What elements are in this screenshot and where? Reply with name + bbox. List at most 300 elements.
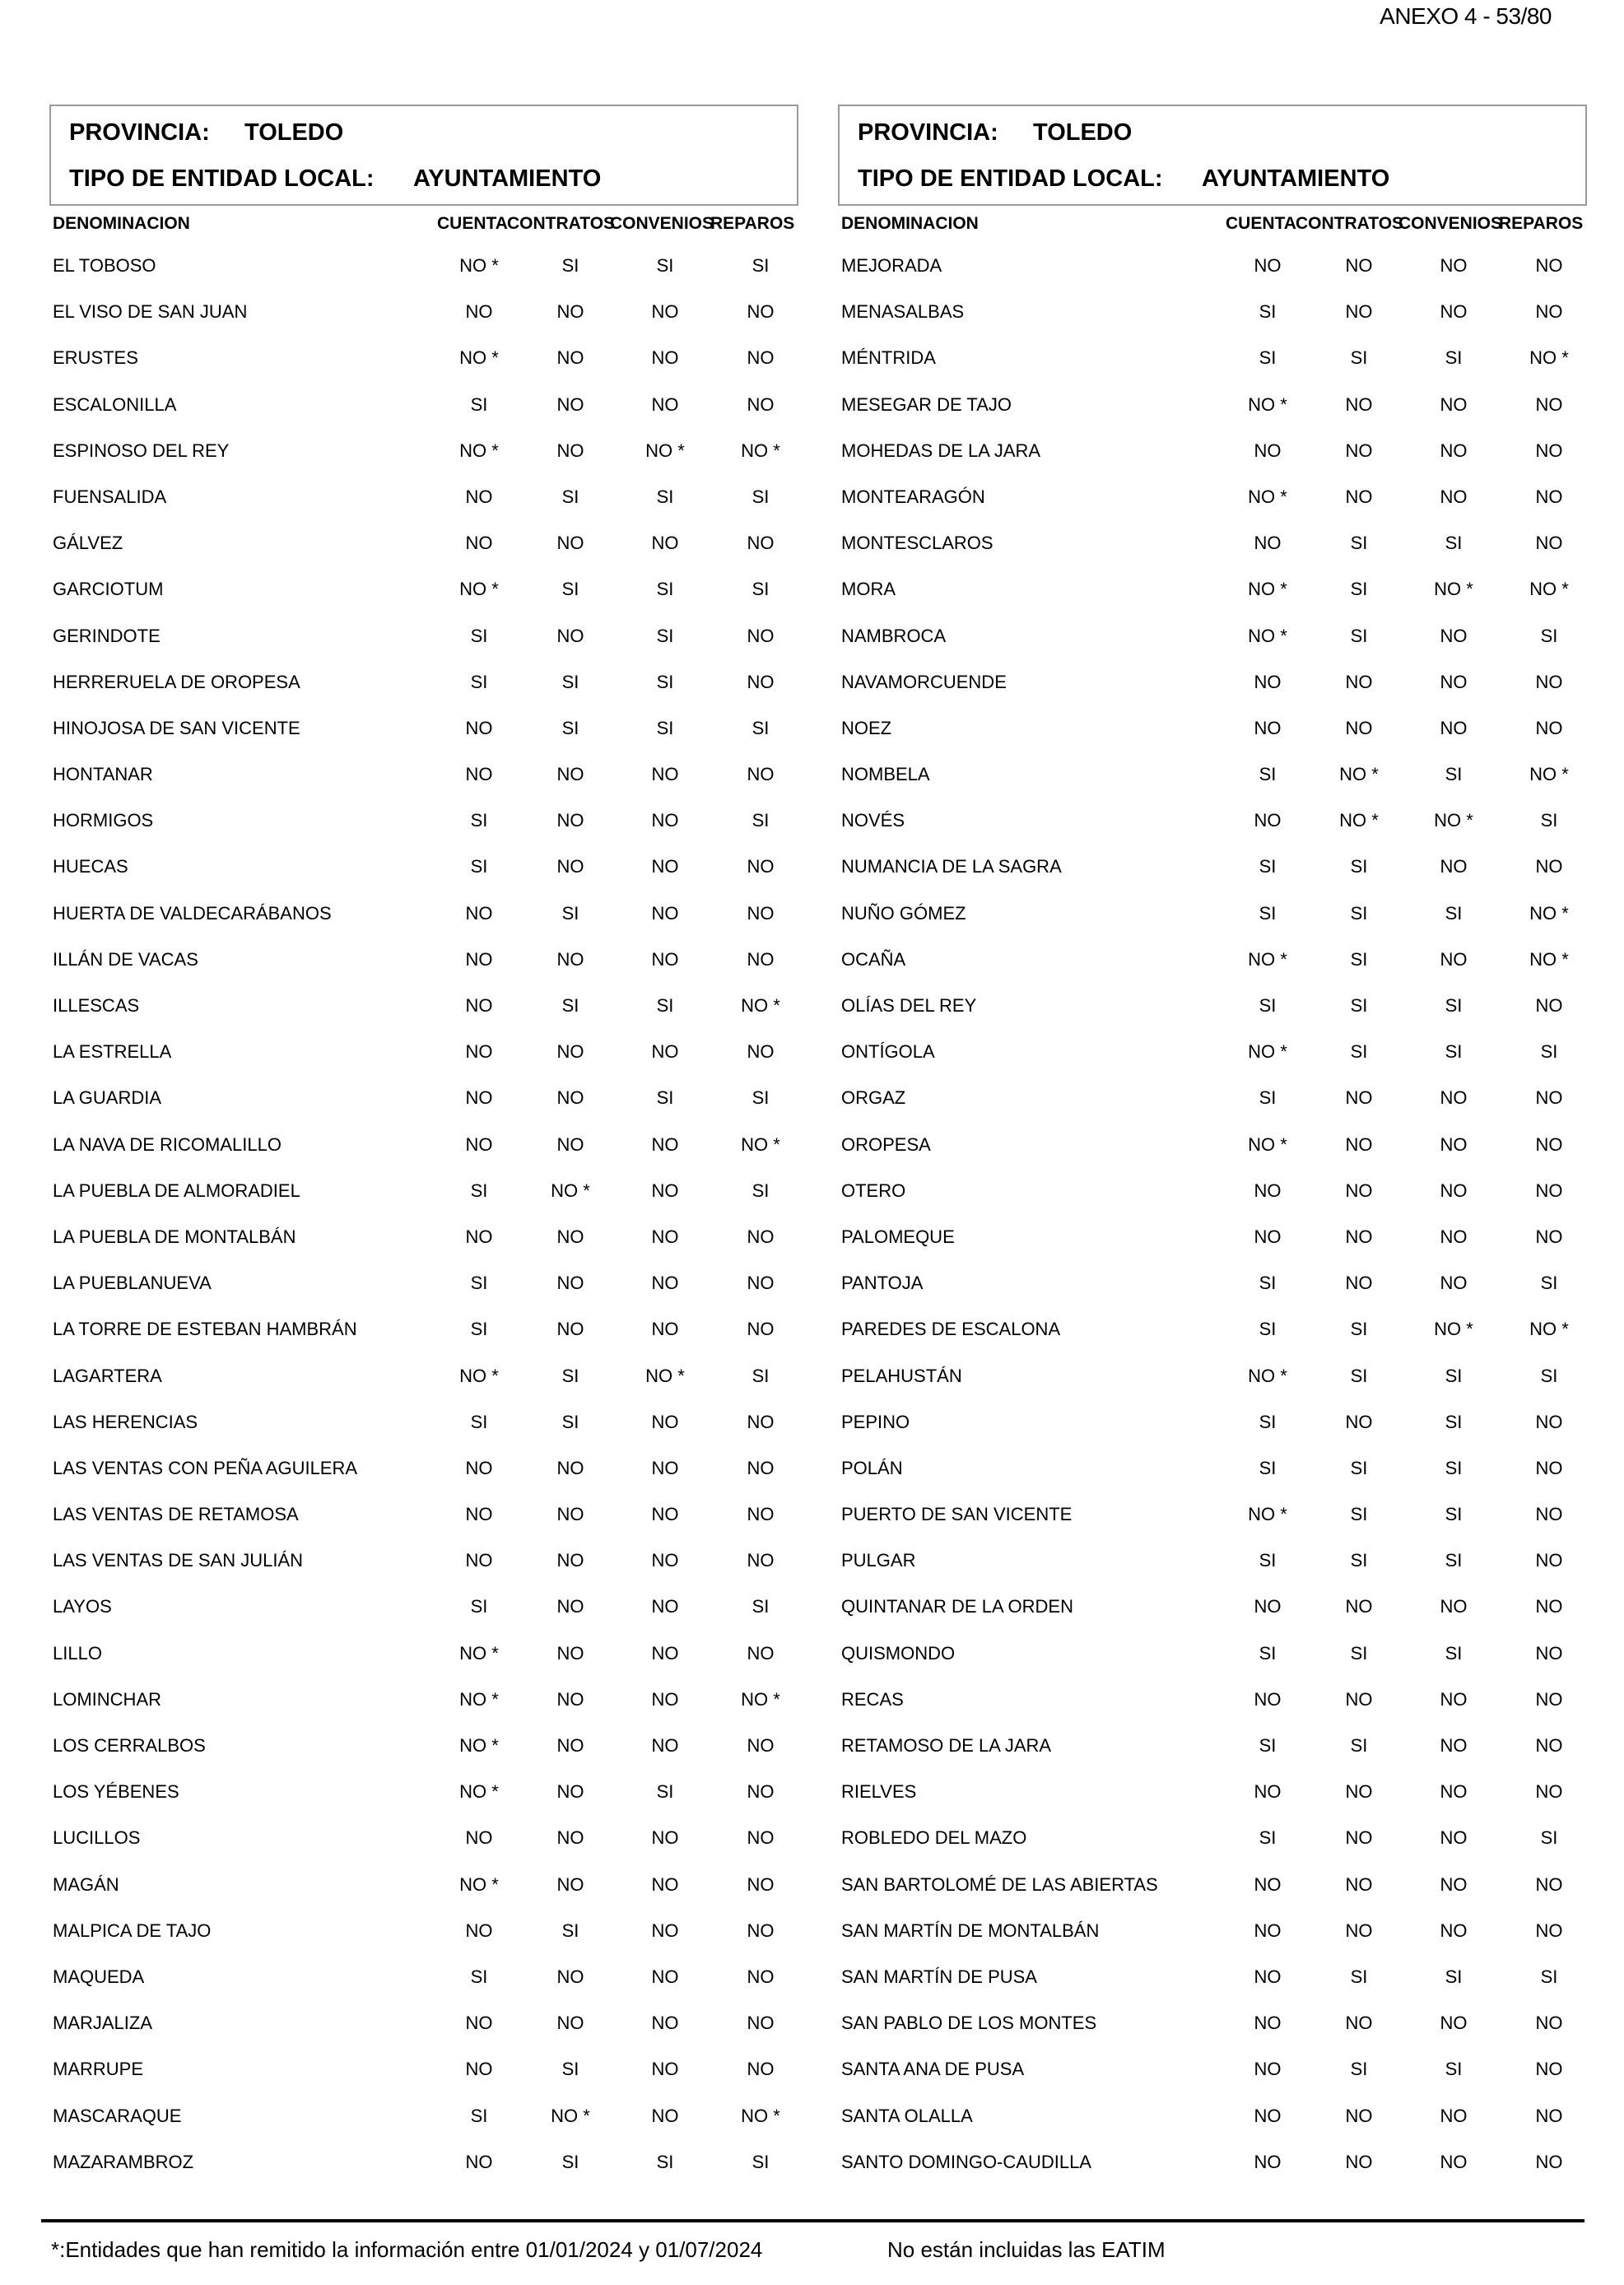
convenios-value: NO [1440, 856, 1468, 877]
reparos-value: NO [1535, 1781, 1563, 1803]
reparos-value: SI [1540, 1365, 1558, 1386]
entity-name: HERRERUELA DE OROPESA [53, 671, 300, 692]
contratos-value: NO [556, 1688, 584, 1710]
header-cuenta: CUENTA [437, 214, 508, 233]
cuenta-value: NO [1254, 255, 1282, 276]
entity-name: LAS HERENCIAS [53, 1411, 198, 1432]
convenios-value: NO [651, 1041, 679, 1063]
reparos-value: NO * [741, 440, 780, 461]
table-body [49, 243, 798, 2185]
table-row [49, 1769, 798, 1815]
convenios-value: NO [651, 2059, 679, 2080]
entity-name: LAS VENTAS DE RETAMOSA [53, 1504, 299, 1525]
table-row [838, 520, 1587, 566]
contratos-value: NO [1345, 1781, 1373, 1803]
table-row [838, 1445, 1587, 1492]
convenios-value: NO * [1434, 579, 1473, 600]
table-row [49, 983, 798, 1029]
contratos-value: NO [1345, 1688, 1373, 1710]
reparos-value: NO [1535, 2105, 1563, 2126]
convenios-value: NO [651, 1319, 679, 1340]
reparos-value: NO [747, 1550, 775, 1571]
reparos-value: SI [752, 1087, 770, 1109]
contratos-value: NO [556, 1966, 584, 1987]
convenios-value: NO [651, 1550, 679, 1571]
convenios-value: NO [1440, 1273, 1468, 1294]
table-row [49, 752, 798, 798]
entity-name: HINOJOSA DE SAN VICENTE [53, 717, 300, 738]
cuenta-value: NO * [459, 1781, 499, 1803]
cuenta-value: SI [1259, 1827, 1277, 1849]
cuenta-value: SI [470, 856, 488, 877]
contratos-value: NO [1345, 1411, 1373, 1432]
entity-name: PUERTO DE SAN VICENTE [841, 1504, 1073, 1525]
entity-name: OTERO [841, 1180, 906, 1201]
table-row [838, 891, 1587, 937]
contratos-value: NO [1345, 393, 1373, 415]
convenios-value: NO [1440, 1920, 1468, 1941]
entity-name: LOS CERRALBOS [53, 1735, 206, 1756]
reparos-value: SI [1540, 1827, 1558, 1849]
table-row [49, 566, 798, 612]
entity-name: LA PUEBLA DE MONTALBÁN [53, 1226, 296, 1247]
convenios-value: NO [651, 2013, 679, 2034]
reparos-value: NO * [1529, 579, 1569, 600]
reparos-value: NO [747, 856, 775, 877]
contratos-value: NO * [551, 2105, 590, 2126]
reparos-value: NO * [741, 1133, 780, 1155]
table-row [49, 1399, 798, 1445]
contratos-value: NO [1345, 1873, 1373, 1895]
cuenta-value: NO [465, 2151, 493, 2172]
convenios-value: SI [656, 671, 674, 692]
reparos-value: NO * [741, 2105, 780, 2126]
contratos-value: SI [561, 1365, 579, 1386]
contratos-value: NO [556, 393, 584, 415]
convenios-value: NO [1440, 486, 1468, 507]
reparos-value: NO [1535, 1504, 1563, 1525]
convenios-value: NO [1440, 2105, 1468, 2126]
cuenta-value: NO * [1248, 1365, 1287, 1386]
cuenta-value: SI [470, 2105, 488, 2126]
entity-name: NUMANCIA DE LA SAGRA [841, 856, 1062, 877]
convenios-value: NO [651, 1596, 679, 1617]
contratos-value: SI [1350, 856, 1368, 877]
cuenta-value: NO [465, 1827, 493, 1849]
contratos-value: NO [556, 1642, 584, 1664]
table-row [838, 937, 1587, 983]
cuenta-value: NO [1254, 1966, 1282, 1987]
entity-name: LAS VENTAS DE SAN JULIÁN [53, 1550, 304, 1571]
cuenta-value: NO [1254, 1596, 1282, 1617]
convenios-value: NO [1440, 1735, 1468, 1756]
cuenta-value: NO [465, 1087, 493, 1109]
convenios-value: NO [651, 1735, 679, 1756]
cuenta-value: NO [1254, 1920, 1282, 1941]
reparos-value: NO [1535, 1087, 1563, 1109]
entity-name: MONTEARAGÓN [841, 486, 985, 507]
entity-name: SANTO DOMINGO-CAUDILLA [841, 2151, 1091, 2172]
reparos-value: SI [752, 486, 770, 507]
reparos-value: NO [1535, 1735, 1563, 1756]
convenios-value: SI [1445, 1550, 1463, 1571]
cuenta-value: SI [470, 810, 488, 831]
convenios-value: SI [656, 1781, 674, 1803]
provincia-label: PROVINCIA: [858, 119, 998, 146]
reparos-value: NO [1535, 2059, 1563, 2080]
table-body [838, 243, 1587, 2185]
convenios-value: NO [651, 902, 679, 924]
convenios-value: NO [1440, 671, 1468, 692]
cuenta-value: SI [1259, 1273, 1277, 1294]
reparos-value: SI [752, 810, 770, 831]
convenios-value: NO [1440, 1596, 1468, 1617]
table-row [49, 1862, 798, 1908]
contratos-value: NO [556, 1319, 584, 1340]
contratos-value: SI [1350, 2059, 1368, 2080]
contratos-value: SI [561, 671, 579, 692]
cuenta-value: SI [1259, 995, 1277, 1016]
table-row [49, 1260, 798, 1306]
convenios-value: NO [651, 1873, 679, 1895]
cuenta-value: NO [465, 2059, 493, 2080]
convenios-value: SI [1445, 1642, 1463, 1664]
contratos-value: NO * [551, 1180, 590, 1201]
table-row [838, 752, 1587, 798]
table-row [838, 2046, 1587, 2092]
table-row [838, 1815, 1587, 1861]
convenios-value: NO [1440, 440, 1468, 461]
convenios-value: SI [1445, 764, 1463, 785]
reparos-value: NO [1535, 1457, 1563, 1478]
entity-name: SAN BARTOLOMÉ DE LAS ABIERTAS [841, 1873, 1158, 1895]
entity-name: GERINDOTE [53, 625, 161, 646]
table-row [838, 1631, 1587, 1677]
convenios-value: SI [1445, 2059, 1463, 2080]
cuenta-value: SI [1259, 347, 1277, 369]
entity-name: SANTA ANA DE PUSA [841, 2059, 1025, 2080]
cuenta-value: SI [470, 1596, 488, 1617]
table-row [49, 428, 798, 474]
entity-name: MESEGAR DE TAJO [841, 393, 1012, 415]
entity-name: LA PUEBLANUEVA [53, 1273, 212, 1294]
contratos-value: NO [1345, 1920, 1373, 1941]
contratos-value: NO [1345, 2151, 1373, 2172]
header-convenios: CONVENIOS [610, 214, 714, 233]
table-row [49, 1723, 798, 1769]
entity-name: SAN MARTÍN DE MONTALBÁN [841, 1920, 1100, 1941]
footer-note: *:Entidades que han remitido la información entre 01/01/2024 y 01/07/2024 [51, 2237, 763, 2262]
convenios-value: SI [1445, 995, 1463, 1016]
contratos-value: NO [1345, 1273, 1373, 1294]
cuenta-value: NO [465, 764, 493, 785]
table-row [838, 705, 1587, 752]
table-row [838, 2093, 1587, 2139]
convenios-value: NO [1440, 1873, 1468, 1895]
entity-name: QUISMONDO [841, 1642, 956, 1664]
contratos-value: SI [1350, 533, 1368, 554]
convenios-value: SI [1445, 1041, 1463, 1063]
cuenta-value: NO [1254, 671, 1282, 692]
table-row [838, 1908, 1587, 1954]
convenios-value: NO [1440, 717, 1468, 738]
cuenta-value: SI [470, 1411, 488, 1432]
cuenta-value: NO [1254, 2059, 1282, 2080]
entity-name: MENASALBAS [841, 301, 965, 323]
reparos-value: SI [1540, 625, 1558, 646]
cuenta-value: SI [1259, 856, 1277, 877]
convenios-value: SI [656, 1087, 674, 1109]
table-row [49, 1677, 798, 1723]
entity-name: NOMBELA [841, 764, 930, 785]
reparos-value: NO [1535, 1688, 1563, 1710]
contratos-value: NO [1345, 1133, 1373, 1155]
cuenta-value: NO * [1248, 625, 1287, 646]
contratos-value: NO [556, 856, 584, 877]
table-row [49, 1538, 798, 1584]
entity-name: ERUSTES [53, 347, 138, 369]
table-row [838, 289, 1587, 335]
contratos-value: SI [1350, 902, 1368, 924]
contratos-value: SI [561, 1920, 579, 1941]
page-number: ANEXO 4 - 53/80 [1380, 3, 1552, 29]
tipo-entidad-label: TIPO DE ENTIDAD LOCAL: [858, 165, 1163, 192]
entity-name: HORMIGOS [53, 810, 154, 831]
contratos-value: NO [556, 347, 584, 369]
cuenta-value: NO * [459, 1735, 499, 1756]
contratos-value: SI [1350, 1735, 1368, 1756]
contratos-value: SI [1350, 579, 1368, 600]
cuenta-value: NO [465, 1504, 493, 1525]
table-row [49, 798, 798, 844]
cuenta-value: SI [1259, 1411, 1277, 1432]
contratos-value: SI [1350, 948, 1368, 970]
table-row [838, 1677, 1587, 1723]
reparos-value: NO [1535, 1550, 1563, 1571]
contratos-value: NO [556, 948, 584, 970]
cuenta-value: NO [1254, 1226, 1282, 1247]
cuenta-value: NO [465, 1133, 493, 1155]
reparos-value: NO * [1529, 347, 1569, 369]
contratos-value: NO [556, 1087, 584, 1109]
entity-name: HONTANAR [53, 764, 153, 785]
convenios-value: SI [1445, 902, 1463, 924]
cuenta-value: SI [1259, 902, 1277, 924]
cuenta-value: NO [465, 486, 493, 507]
reparos-value: NO * [1529, 764, 1569, 785]
table-row [49, 1214, 798, 1260]
table-row [838, 1260, 1587, 1306]
convenios-value: SI [656, 625, 674, 646]
entity-name: PAREDES DE ESCALONA [841, 1319, 1061, 1340]
entity-name: OLÍAS DEL REY [841, 995, 977, 1016]
entity-name: MORA [841, 579, 896, 600]
contratos-value: SI [561, 579, 579, 600]
reparos-value: NO [1535, 1411, 1563, 1432]
contratos-value: SI [1350, 1319, 1368, 1340]
convenios-value: NO * [1434, 1319, 1473, 1340]
reparos-value: NO [1535, 2151, 1563, 2172]
table-row [49, 613, 798, 659]
reparos-value: NO [747, 1735, 775, 1756]
entity-name: LA TORRE DE ESTEBAN HAMBRÁN [53, 1319, 357, 1340]
cuenta-value: NO * [459, 255, 499, 276]
contratos-value: SI [561, 902, 579, 924]
convenios-value: NO [651, 2105, 679, 2126]
provincia-value: TOLEDO [244, 119, 344, 146]
convenios-value: NO [1440, 1087, 1468, 1109]
contratos-value: SI [561, 995, 579, 1016]
contratos-value: SI [561, 2059, 579, 2080]
convenios-value: NO [1440, 1133, 1468, 1155]
entity-name: MALPICA DE TAJO [53, 1920, 212, 1941]
table-row [838, 474, 1587, 520]
convenios-value: NO [651, 1827, 679, 1849]
table-row [49, 1306, 798, 1352]
reparos-value: NO [747, 1966, 775, 1987]
table-row [838, 613, 1587, 659]
reparos-value: SI [752, 1365, 770, 1386]
entity-name: RIELVES [841, 1781, 917, 1803]
contratos-value: NO [556, 533, 584, 554]
reparos-value: NO [1535, 486, 1563, 507]
contratos-value: NO * [1339, 764, 1379, 785]
reparos-value: NO [1535, 255, 1563, 276]
reparos-value: NO [747, 1827, 775, 1849]
cuenta-value: SI [470, 671, 488, 692]
entity-name: HUERTA DE VALDECARÁBANOS [53, 902, 332, 924]
cuenta-value: NO [1254, 440, 1282, 461]
table-row [49, 1492, 798, 1538]
convenios-value: NO [1440, 301, 1468, 323]
entity-name: PELAHUSTÁN [841, 1365, 962, 1386]
contratos-value: NO [556, 1596, 584, 1617]
reparos-value: NO [1535, 1596, 1563, 1617]
reparos-value: NO [1535, 1642, 1563, 1664]
entity-name: LAGARTERA [53, 1365, 162, 1386]
table-row [838, 1306, 1587, 1352]
cuenta-value: NO [1254, 717, 1282, 738]
table-row [49, 1908, 798, 1954]
cuenta-value: NO [1254, 2105, 1282, 2126]
header-convenios: CONVENIOS [1398, 214, 1503, 233]
entity-name: SAN MARTÍN DE PUSA [841, 1966, 1037, 1987]
cuenta-value: NO [465, 1226, 493, 1247]
table-row [49, 382, 798, 428]
table-row [49, 335, 798, 381]
reparos-value: NO [1535, 533, 1563, 554]
table-row [49, 2000, 798, 2046]
entity-name: FUENSALIDA [53, 486, 167, 507]
convenios-value: NO [651, 533, 679, 554]
cuenta-value: NO [1254, 533, 1282, 554]
convenios-value: NO [651, 1504, 679, 1525]
entity-name: SAN PABLO DE LOS MONTES [841, 2013, 1097, 2034]
contratos-value: NO [1345, 1087, 1373, 1109]
header-contratos: CONTRATOS [507, 214, 616, 233]
contratos-value: NO [1345, 717, 1373, 738]
convenios-value: NO [651, 301, 679, 323]
reparos-value: NO [747, 948, 775, 970]
entity-name: GARCIOTUM [53, 579, 164, 600]
table-row [838, 1769, 1587, 1815]
table-row [49, 1584, 798, 1630]
reparos-value: NO [747, 2059, 775, 2080]
cuenta-value: NO [1254, 1688, 1282, 1710]
table-row [49, 705, 798, 752]
table-row [838, 1029, 1587, 1075]
contratos-value: NO [556, 1133, 584, 1155]
table-row [838, 335, 1587, 381]
table-row [838, 1492, 1587, 1538]
convenios-value: NO [651, 1457, 679, 1478]
entity-name: QUINTANAR DE LA ORDEN [841, 1596, 1073, 1617]
reparos-value: NO * [741, 995, 780, 1016]
cuenta-value: SI [470, 1180, 488, 1201]
cuenta-value: NO * [459, 1688, 499, 1710]
reparos-value: NO [747, 902, 775, 924]
entity-name: MÉNTRIDA [841, 347, 936, 369]
contratos-value: NO [556, 1504, 584, 1525]
reparos-value: NO * [741, 1688, 780, 1710]
cuenta-value: SI [470, 1273, 488, 1294]
convenios-value: NO [1440, 393, 1468, 415]
convenios-value: NO [1440, 2013, 1468, 2034]
contratos-value: NO [556, 440, 584, 461]
convenios-value: NO [1440, 625, 1468, 646]
convenios-value: SI [656, 717, 674, 738]
entity-name: LA GUARDIA [53, 1087, 162, 1109]
reparos-value: SI [752, 1180, 770, 1201]
cuenta-value: SI [470, 1966, 488, 1987]
convenios-value: NO [651, 1966, 679, 1987]
reparos-value: SI [752, 255, 770, 276]
table-row [838, 659, 1587, 705]
table-row [49, 1075, 798, 1121]
cuenta-value: NO [465, 717, 493, 738]
reparos-value: SI [1540, 810, 1558, 831]
contratos-value: SI [1350, 1457, 1368, 1478]
contratos-value: NO [556, 1827, 584, 1849]
contratos-value: NO [1345, 1827, 1373, 1849]
reparos-value: NO * [1529, 902, 1569, 924]
reparos-value: NO [747, 1504, 775, 1525]
table-row [838, 1075, 1587, 1121]
contratos-value: SI [1350, 1041, 1368, 1063]
header-denominacion: DENOMINACION [53, 214, 190, 233]
cuenta-value: NO [465, 1920, 493, 1941]
reparos-value: NO [747, 625, 775, 646]
cuenta-value: SI [1259, 1735, 1277, 1756]
convenios-value: NO [651, 1180, 679, 1201]
footer-divider [41, 2219, 1584, 2222]
convenios-value: SI [1445, 1365, 1463, 1386]
convenios-value: SI [656, 579, 674, 600]
table-row [49, 1029, 798, 1075]
entity-name: PANTOJA [841, 1273, 924, 1294]
reparos-value: NO [747, 1041, 775, 1063]
entity-name: MAZARAMBROZ [53, 2151, 194, 2172]
reparos-value: NO [747, 1873, 775, 1895]
reparos-value: NO [747, 1411, 775, 1432]
entity-name: MEJORADA [841, 255, 942, 276]
contratos-value: NO [556, 301, 584, 323]
entity-name: RECAS [841, 1688, 904, 1710]
convenios-value: NO * [1434, 810, 1473, 831]
entity-name: LA PUEBLA DE ALMORADIEL [53, 1180, 300, 1201]
cuenta-value: NO [465, 301, 493, 323]
table-row [49, 1954, 798, 2000]
